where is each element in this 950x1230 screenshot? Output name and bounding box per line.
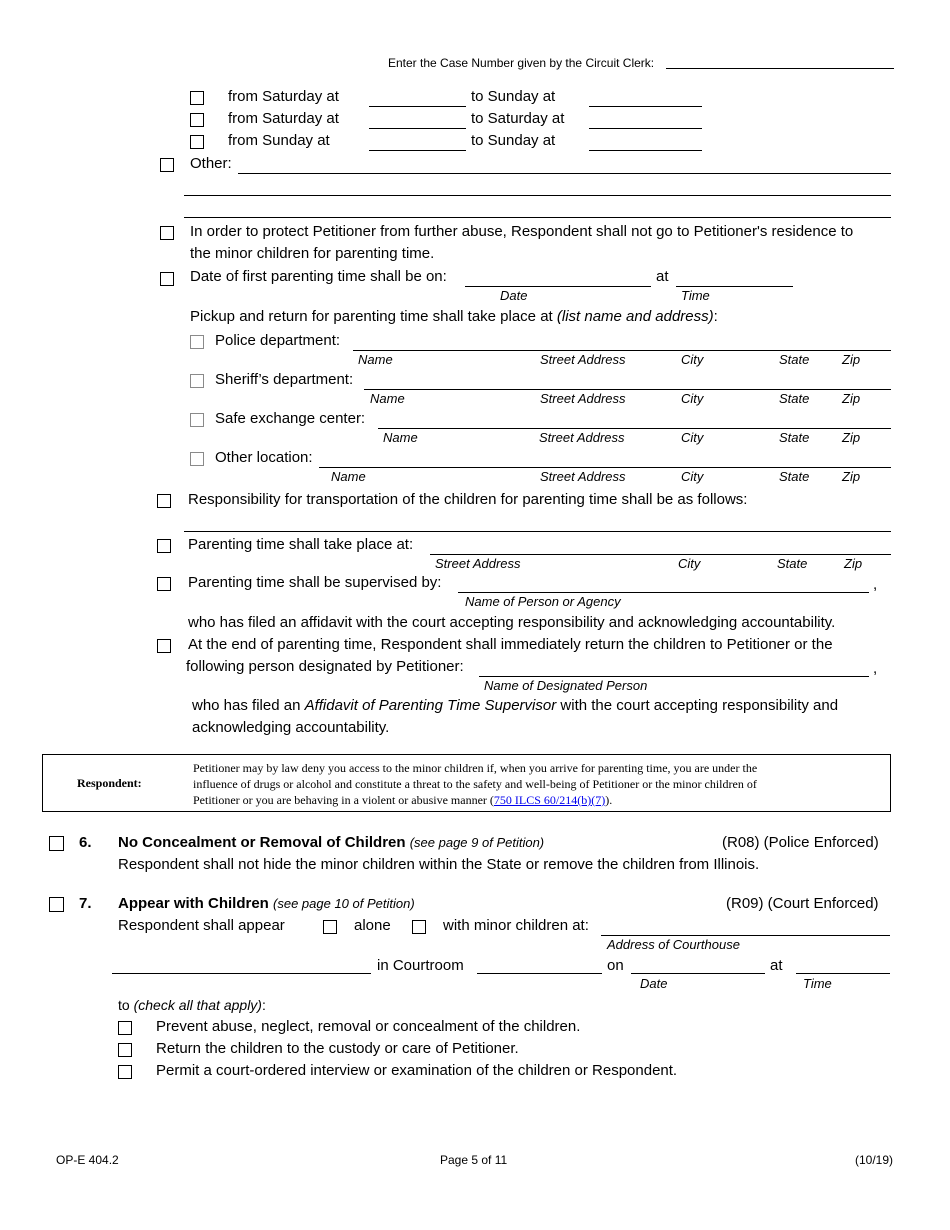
schedule-from-time-field[interactable] [369,128,466,129]
courtroom-field[interactable] [477,973,602,974]
street-caption: Street Address [539,430,625,445]
schedule-to-time-field[interactable] [589,106,702,107]
other-field-line-1[interactable] [238,173,891,174]
checkbox-section-7[interactable] [49,897,64,912]
return-children-affidavit-2: acknowledging accountability. [192,719,390,736]
checkbox-other[interactable] [160,158,174,172]
checkbox-sheriff-department[interactable] [190,374,204,388]
city-caption: City [681,430,704,445]
city-caption: City [681,352,704,367]
supervisor-caption: Name of Person or Agency [465,594,621,609]
notice-text-3: Petitioner or you are behaving in a violent or abusive manner (750 ILCS 60/214(b)(7)). [193,793,613,807]
state-caption: State [777,556,808,571]
supervisor-name-field[interactable] [458,592,869,593]
checkbox-supervised[interactable] [157,577,171,591]
other-location-label: Other location: [215,449,313,466]
in-courtroom-label: in Courtroom [377,957,464,974]
street-caption: Street Address [540,352,626,367]
checkbox-police-department[interactable] [190,335,204,349]
schedule-to-time-field[interactable] [589,128,702,129]
designated-person-caption: Name of Designated Person [484,678,648,693]
section-7-heading: Appear with Children (see page 10 of Petition) [118,895,415,912]
safe-exchange-center-field[interactable] [378,428,891,429]
street-caption: Street Address [540,469,626,484]
statute-link[interactable]: 750 ILCS 60/214(b)(7) [493,793,606,807]
city-caption: City [681,391,704,406]
section-6-number: 6. [79,834,92,851]
at-label: at [770,957,783,974]
pickup-intro: Pickup and return for parenting time shall take place at (list name and address): [190,308,718,325]
checkbox-sat-sat[interactable] [190,113,204,127]
state-caption: State [779,352,810,367]
city-caption: City [678,556,701,571]
checkbox-parenting-place[interactable] [157,539,171,553]
zip-caption: Zip [842,352,861,367]
time-caption: Time [803,976,832,991]
other-label: Other: [190,155,232,172]
schedule-from-label: from Sunday at [228,132,330,149]
schedule-to-label: to Saturday at [471,110,565,127]
zip-caption: Zip [842,430,861,445]
first-parenting-time-field[interactable] [676,286,793,287]
section-7-number: 7. [79,895,92,912]
safe-exchange-center-label: Safe exchange center: [215,410,366,427]
zip-caption: Zip [842,469,861,484]
checkbox-first-parenting-time[interactable] [160,272,174,286]
date-caption: Date [500,288,528,303]
appear-date-field[interactable] [631,973,765,974]
case-number-input[interactable] [666,68,894,69]
notice-text-2: influence of drugs or alcohol and constitute a threat to the safety and well-being of Petitioner or the minor children of [193,777,757,791]
checkbox-return-custody[interactable] [118,1043,132,1057]
protect-residence-text-2: the minor children for parenting time. [190,245,435,262]
courthouse-address-field-2[interactable] [112,973,371,974]
other-field-line-3[interactable] [184,217,891,218]
checkbox-other-location[interactable] [190,452,204,466]
on-label: on [607,957,624,974]
page-number: Page 5 of 11 [440,1153,508,1167]
checkbox-prevent-abuse[interactable] [118,1021,132,1035]
schedule-to-label: to Sunday at [471,88,556,105]
option-return-custody: Return the children to the custody or care of Petitioner. [156,1040,519,1057]
section-6-heading: No Concealment or Removal of Children (see page 9 of Petition) [118,834,545,851]
supervised-affidavit-text: who has filed an affidavit with the court accepting responsibility and acknowledging accountability. [188,614,836,631]
option-court-interview: Permit a court-ordered interview or examination of the children or Respondent. [156,1062,678,1079]
police-department-label: Police department: [215,332,341,349]
name-caption: Name [370,391,405,406]
first-parenting-label: Date of first parenting time shall be on: [190,268,447,285]
section-7-enforcement: (R09) (Court Enforced) [726,895,879,912]
check-all-label: to (check all that apply): [118,997,266,1013]
schedule-from-time-field[interactable] [369,150,466,151]
police-department-field[interactable] [353,350,891,351]
return-children-text: At the end of parenting time, Respondent shall immediately return the children to Petitioner or the [188,636,833,653]
return-children-comma: , [873,660,878,677]
notice-label: Respondent: [77,776,142,790]
city-caption: City [681,469,704,484]
schedule-to-label: to Sunday at [471,132,556,149]
name-caption: Name [383,430,418,445]
parenting-place-label: Parenting time shall take place at: [188,536,414,553]
case-number-label: Enter the Case Number given by the Circuit Clerk: [388,56,655,70]
supervised-comma: , [873,576,878,593]
state-caption: State [779,391,810,406]
first-parenting-at: at [656,268,669,285]
other-location-field[interactable] [319,467,891,468]
state-caption: State [779,469,810,484]
appear-time-field[interactable] [796,973,890,974]
checkbox-sat-sun[interactable] [190,91,204,105]
section-6-enforcement: (R08) (Police Enforced) [722,834,879,851]
schedule-from-label: from Saturday at [228,88,339,105]
protect-residence-text: In order to protect Petitioner from further abuse, Respondent shall not go to Petitioner's residence to [190,223,854,240]
checkbox-safe-exchange-center[interactable] [190,413,204,427]
name-caption: Name [331,469,366,484]
sheriff-department-field[interactable] [364,389,891,390]
other-field-line-2[interactable] [184,195,891,196]
zip-caption: Zip [844,556,863,571]
courthouse-caption: Address of Courthouse [607,937,740,952]
appear-label: Respondent shall appear [118,917,285,934]
checkbox-sun-sun[interactable] [190,135,204,149]
supervised-label: Parenting time shall be supervised by: [188,574,442,591]
checkbox-with-children[interactable] [412,920,426,934]
parenting-place-field[interactable] [430,554,891,555]
state-caption: State [779,430,810,445]
checkbox-section-6[interactable] [49,836,64,851]
checkbox-protect-residence[interactable] [160,226,174,240]
checkbox-transportation[interactable] [157,494,171,508]
name-caption: Name [358,352,393,367]
schedule-to-time-field[interactable] [589,150,702,151]
section-6-body: Respondent shall not hide the minor children within the State or remove the children from Illinois. [118,856,760,873]
with-children-label: with minor children at: [443,917,589,934]
alone-label: alone [354,917,391,934]
revision-date: (10/19) [855,1153,894,1167]
zip-caption: Zip [842,391,861,406]
courthouse-address-field[interactable] [601,935,890,936]
notice-text-1: Petitioner may by law deny you access to the minor children if, when you arrive for parenting time, you are under the [193,761,758,775]
designated-person-field[interactable] [479,676,869,677]
street-caption: Street Address [540,391,626,406]
street-caption: Street Address [435,556,521,571]
transportation-field[interactable] [184,531,891,532]
sheriff-department-label: Sheriff’s department: [215,371,354,388]
date-caption: Date [640,976,668,991]
checkbox-alone[interactable] [323,920,337,934]
option-prevent-abuse: Prevent abuse, neglect, removal or concealment of the children. [156,1018,581,1035]
return-children-text-2: following person designated by Petitioner: [186,658,464,675]
time-caption: Time [681,288,710,303]
checkbox-court-interview[interactable] [118,1065,132,1079]
form-id: OP-E 404.2 [56,1153,119,1167]
first-parenting-date-field[interactable] [465,286,651,287]
schedule-from-time-field[interactable] [369,106,466,107]
checkbox-return-children[interactable] [157,639,171,653]
schedule-from-label: from Saturday at [228,110,339,127]
return-children-affidavit: who has filed an Affidavit of Parenting Time Supervisor with the court accepting responsibility and [192,697,839,714]
transportation-label: Responsibility for transportation of the children for parenting time shall be as follows: [188,491,748,508]
